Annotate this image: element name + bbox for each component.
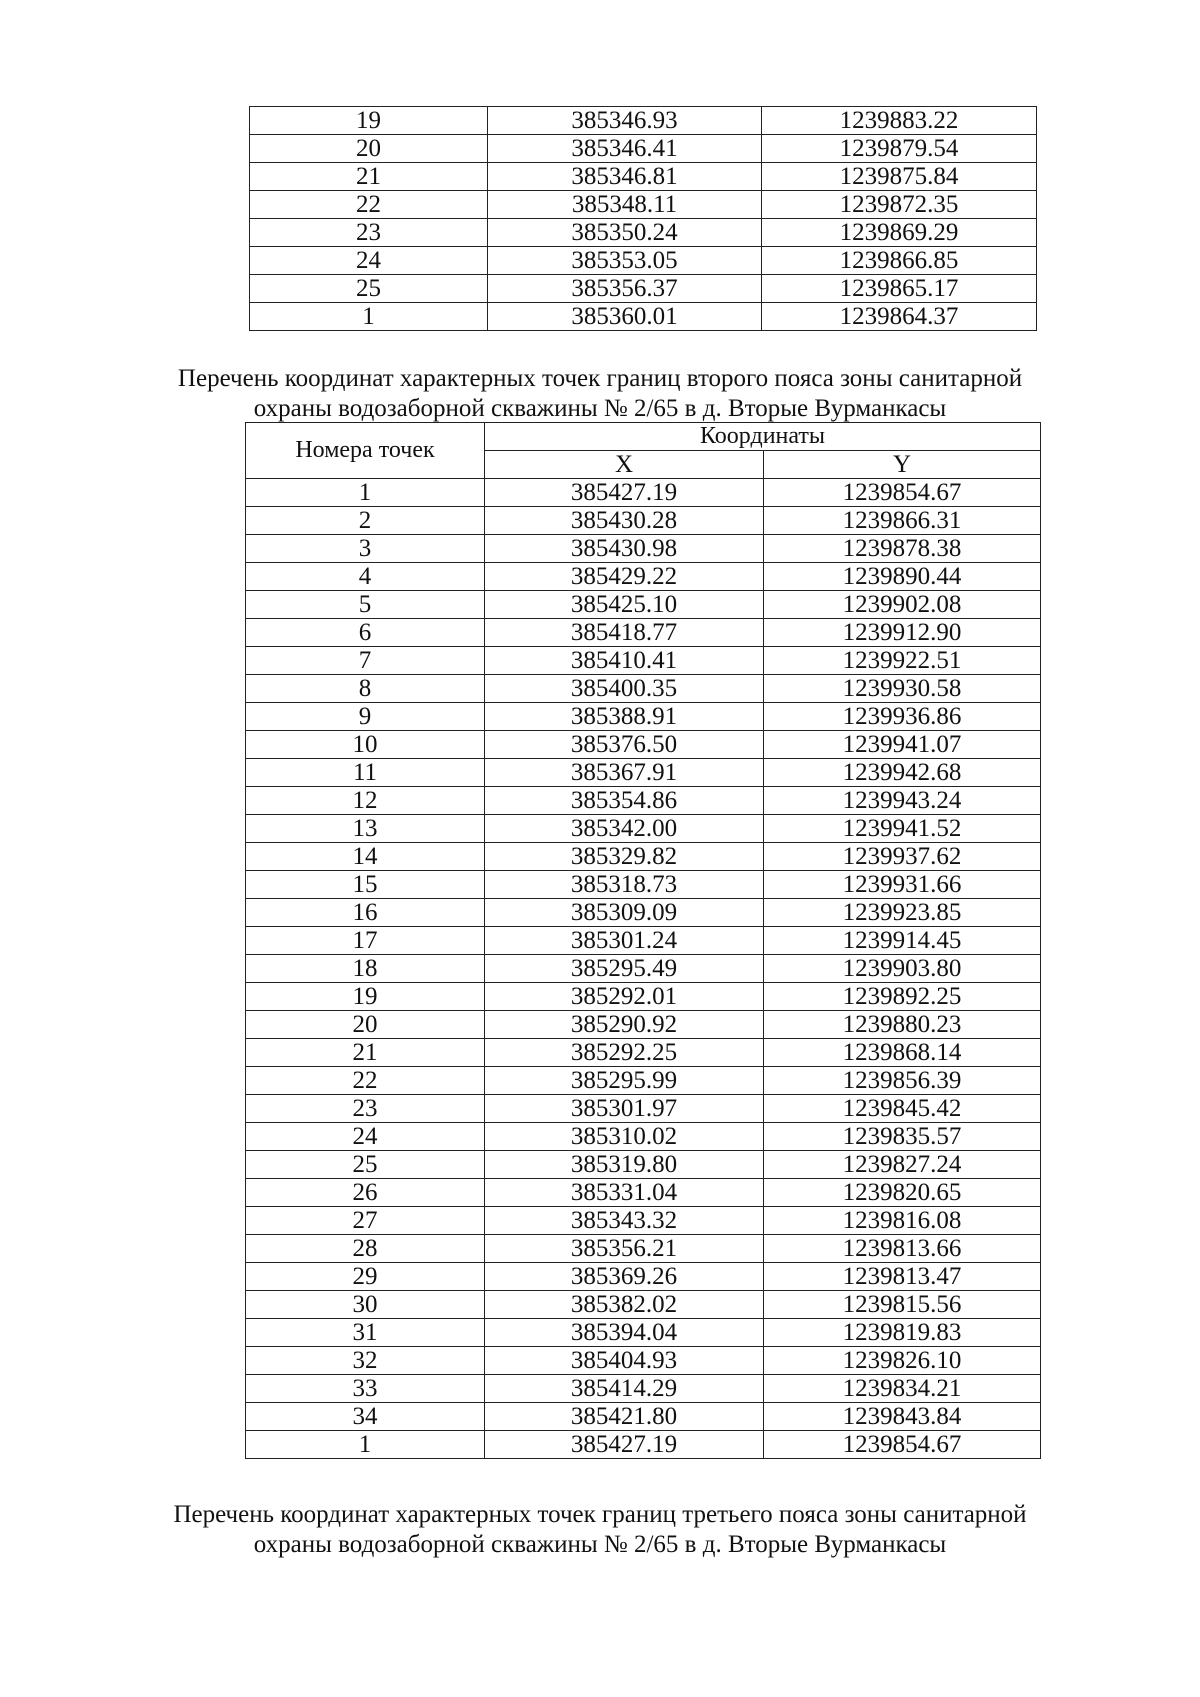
table-row <box>246 1291 1041 1319</box>
table-row <box>246 1151 1041 1179</box>
table-row <box>246 703 1041 731</box>
table-row <box>246 1347 1041 1375</box>
x-coordinate-cell: 385290.92 <box>485 1011 764 1039</box>
y-coordinate-cell: 1239854.67 <box>764 1431 1041 1459</box>
y-coordinate-cell: 1239864.37 <box>762 303 1037 331</box>
x-coordinate-cell: 385425.10 <box>485 591 764 619</box>
table-row <box>250 275 1037 303</box>
table-row <box>246 1235 1041 1263</box>
table-row <box>246 647 1041 675</box>
x-coordinate-cell: 385430.98 <box>485 535 764 563</box>
x-coordinate-cell: 385354.86 <box>485 787 764 815</box>
point-number-cell: 4 <box>246 563 485 591</box>
y-coordinate-cell: 1239826.10 <box>764 1347 1041 1375</box>
point-number-cell: 15 <box>246 871 485 899</box>
point-number-cell: 17 <box>246 927 485 955</box>
y-coordinate-cell: 1239854.67 <box>764 479 1041 507</box>
table2-header-row <box>246 423 1041 451</box>
x-coordinate-cell: 385295.99 <box>485 1067 764 1095</box>
x-coordinate-cell: 385329.82 <box>485 843 764 871</box>
x-coordinate-cell: 385292.01 <box>485 983 764 1011</box>
x-coordinate-cell: 385348.11 <box>488 191 762 219</box>
point-number-cell: 10 <box>246 731 485 759</box>
x-coordinate-cell: 385427.19 <box>485 479 764 507</box>
table-row <box>246 927 1041 955</box>
table1-body <box>250 107 1037 331</box>
x-coordinate-cell: 385414.29 <box>485 1375 764 1403</box>
point-number-cell: 28 <box>246 1235 485 1263</box>
table-row <box>246 563 1041 591</box>
point-number-cell: 1 <box>246 479 485 507</box>
point-number-cell: 24 <box>250 247 488 275</box>
y-coordinate-cell: 1239922.51 <box>764 647 1041 675</box>
table-row <box>246 535 1041 563</box>
x-coordinate-cell: 385394.04 <box>485 1319 764 1347</box>
x-coordinate-cell: 385343.32 <box>485 1207 764 1235</box>
table-row <box>246 759 1041 787</box>
point-number-cell: 6 <box>246 619 485 647</box>
y-coordinate-cell: 1239813.66 <box>764 1235 1041 1263</box>
table-row <box>250 219 1037 247</box>
point-number-cell: 34 <box>246 1403 485 1431</box>
point-number-cell: 1 <box>246 1431 485 1459</box>
header-x: X <box>485 451 764 479</box>
x-coordinate-cell: 385382.02 <box>485 1291 764 1319</box>
x-coordinate-cell: 385430.28 <box>485 507 764 535</box>
point-number-cell: 32 <box>246 1347 485 1375</box>
point-number-cell: 3 <box>246 535 485 563</box>
third-zone-caption <box>150 1500 1050 1560</box>
second-zone-caption-line2: охраны водозаборной скважины № 2/65 в д. Вторые Вурманкасы <box>253 395 947 422</box>
point-number-cell: 23 <box>246 1095 485 1123</box>
x-coordinate-cell: 385319.80 <box>485 1151 764 1179</box>
y-coordinate-cell: 1239866.31 <box>764 507 1041 535</box>
y-coordinate-cell: 1239883.22 <box>762 107 1037 135</box>
y-coordinate-cell: 1239843.84 <box>764 1403 1041 1431</box>
y-coordinate-cell: 1239890.44 <box>764 563 1041 591</box>
x-coordinate-cell: 385376.50 <box>485 731 764 759</box>
x-coordinate-cell: 385356.37 <box>488 275 762 303</box>
y-coordinate-cell: 1239942.68 <box>764 759 1041 787</box>
x-coordinate-cell: 385360.01 <box>488 303 762 331</box>
table-row <box>246 1039 1041 1067</box>
table-row <box>250 163 1037 191</box>
y-coordinate-cell: 1239880.23 <box>764 1011 1041 1039</box>
table-row <box>246 899 1041 927</box>
y-coordinate-cell: 1239936.86 <box>764 703 1041 731</box>
point-number-cell: 25 <box>250 275 488 303</box>
y-coordinate-cell: 1239912.90 <box>764 619 1041 647</box>
table-row <box>246 731 1041 759</box>
table-row <box>246 675 1041 703</box>
x-coordinate-cell: 385346.81 <box>488 163 762 191</box>
y-coordinate-cell: 1239813.47 <box>764 1263 1041 1291</box>
point-number-cell: 16 <box>246 899 485 927</box>
point-number-cell: 24 <box>246 1123 485 1151</box>
x-coordinate-cell: 385301.97 <box>485 1095 764 1123</box>
x-coordinate-cell: 385301.24 <box>485 927 764 955</box>
point-number-cell: 8 <box>246 675 485 703</box>
point-number-cell: 21 <box>246 1039 485 1067</box>
coordinates-table-second-zone <box>245 422 1041 1459</box>
table-row <box>246 1179 1041 1207</box>
table-row <box>246 1375 1041 1403</box>
x-coordinate-cell: 385369.26 <box>485 1263 764 1291</box>
table-row <box>246 591 1041 619</box>
x-coordinate-cell: 385292.25 <box>485 1039 764 1067</box>
table-row <box>246 1403 1041 1431</box>
table-row <box>246 507 1041 535</box>
y-coordinate-cell: 1239820.65 <box>764 1179 1041 1207</box>
point-number-cell: 9 <box>246 703 485 731</box>
x-coordinate-cell: 385356.21 <box>485 1235 764 1263</box>
x-coordinate-cell: 385418.77 <box>485 619 764 647</box>
y-coordinate-cell: 1239816.08 <box>764 1207 1041 1235</box>
x-coordinate-cell: 385342.00 <box>485 815 764 843</box>
y-coordinate-cell: 1239923.85 <box>764 899 1041 927</box>
x-coordinate-cell: 385346.41 <box>488 135 762 163</box>
point-number-cell: 11 <box>246 759 485 787</box>
point-number-cell: 31 <box>246 1319 485 1347</box>
y-coordinate-cell: 1239827.24 <box>764 1151 1041 1179</box>
table-row <box>246 1431 1041 1459</box>
table-row <box>246 787 1041 815</box>
y-coordinate-cell: 1239943.24 <box>764 787 1041 815</box>
table-row <box>246 1011 1041 1039</box>
point-number-cell: 19 <box>250 107 488 135</box>
table-row <box>246 1095 1041 1123</box>
y-coordinate-cell: 1239869.29 <box>762 219 1037 247</box>
table-row <box>246 815 1041 843</box>
third-zone-caption-line1: Перечень координат характерных точек границ третьего пояса зоны санитарной <box>173 1501 1027 1528</box>
table-row <box>246 1067 1041 1095</box>
coordinates-table-first-zone-continued <box>249 106 1037 331</box>
header-point-numbers: Номера точек <box>246 423 485 479</box>
x-coordinate-cell: 385346.93 <box>488 107 762 135</box>
point-number-cell: 13 <box>246 815 485 843</box>
point-number-cell: 5 <box>246 591 485 619</box>
y-coordinate-cell: 1239878.38 <box>764 535 1041 563</box>
y-coordinate-cell: 1239866.85 <box>762 247 1037 275</box>
point-number-cell: 23 <box>250 219 488 247</box>
y-coordinate-cell: 1239819.83 <box>764 1319 1041 1347</box>
table-row <box>246 983 1041 1011</box>
y-coordinate-cell: 1239892.25 <box>764 983 1041 1011</box>
x-coordinate-cell: 385331.04 <box>485 1179 764 1207</box>
point-number-cell: 19 <box>246 983 485 1011</box>
x-coordinate-cell: 385353.05 <box>488 247 762 275</box>
table-row <box>250 135 1037 163</box>
x-coordinate-cell: 385410.41 <box>485 647 764 675</box>
point-number-cell: 20 <box>246 1011 485 1039</box>
header-coordinates: Координаты <box>485 423 1041 451</box>
x-coordinate-cell: 385310.02 <box>485 1123 764 1151</box>
second-zone-caption-line1: Перечень координат характерных точек границ второго пояса зоны санитарной <box>177 365 1023 392</box>
y-coordinate-cell: 1239941.07 <box>764 731 1041 759</box>
point-number-cell: 29 <box>246 1263 485 1291</box>
point-number-cell: 22 <box>250 191 488 219</box>
table-row <box>246 871 1041 899</box>
table-row <box>250 247 1037 275</box>
x-coordinate-cell: 385421.80 <box>485 1403 764 1431</box>
table2-header <box>246 423 1041 479</box>
y-coordinate-cell: 1239835.57 <box>764 1123 1041 1151</box>
point-number-cell: 2 <box>246 507 485 535</box>
point-number-cell: 25 <box>246 1151 485 1179</box>
y-coordinate-cell: 1239941.52 <box>764 815 1041 843</box>
table-row <box>246 619 1041 647</box>
table-row <box>246 1123 1041 1151</box>
y-coordinate-cell: 1239930.58 <box>764 675 1041 703</box>
x-coordinate-cell: 385309.09 <box>485 899 764 927</box>
point-number-cell: 33 <box>246 1375 485 1403</box>
x-coordinate-cell: 385318.73 <box>485 871 764 899</box>
point-number-cell: 21 <box>250 163 488 191</box>
point-number-cell: 18 <box>246 955 485 983</box>
point-number-cell: 30 <box>246 1291 485 1319</box>
point-number-cell: 22 <box>246 1067 485 1095</box>
table-row <box>250 107 1037 135</box>
header-y: Y <box>764 451 1041 479</box>
x-coordinate-cell: 385350.24 <box>488 219 762 247</box>
point-number-cell: 1 <box>250 303 488 331</box>
x-coordinate-cell: 385404.93 <box>485 1347 764 1375</box>
x-coordinate-cell: 385400.35 <box>485 675 764 703</box>
table-row <box>246 843 1041 871</box>
y-coordinate-cell: 1239865.17 <box>762 275 1037 303</box>
y-coordinate-cell: 1239815.56 <box>764 1291 1041 1319</box>
table-row <box>250 303 1037 331</box>
x-coordinate-cell: 385429.22 <box>485 563 764 591</box>
x-coordinate-cell: 385388.91 <box>485 703 764 731</box>
point-number-cell: 14 <box>246 843 485 871</box>
point-number-cell: 12 <box>246 787 485 815</box>
x-coordinate-cell: 385295.49 <box>485 955 764 983</box>
third-zone-caption-line2: охраны водозаборной скважины № 2/65 в д. Вторые Вурманкасы <box>253 1531 947 1558</box>
point-number-cell: 20 <box>250 135 488 163</box>
point-number-cell: 26 <box>246 1179 485 1207</box>
x-coordinate-cell: 385427.19 <box>485 1431 764 1459</box>
y-coordinate-cell: 1239872.35 <box>762 191 1037 219</box>
table-row <box>246 479 1041 507</box>
y-coordinate-cell: 1239937.62 <box>764 843 1041 871</box>
table-row <box>246 1263 1041 1291</box>
y-coordinate-cell: 1239931.66 <box>764 871 1041 899</box>
point-number-cell: 7 <box>246 647 485 675</box>
table-row <box>250 191 1037 219</box>
y-coordinate-cell: 1239845.42 <box>764 1095 1041 1123</box>
table-row <box>246 1207 1041 1235</box>
x-coordinate-cell: 385367.91 <box>485 759 764 787</box>
y-coordinate-cell: 1239879.54 <box>762 135 1037 163</box>
y-coordinate-cell: 1239856.39 <box>764 1067 1041 1095</box>
y-coordinate-cell: 1239834.21 <box>764 1375 1041 1403</box>
y-coordinate-cell: 1239902.08 <box>764 591 1041 619</box>
y-coordinate-cell: 1239868.14 <box>764 1039 1041 1067</box>
table-row <box>246 1319 1041 1347</box>
y-coordinate-cell: 1239914.45 <box>764 927 1041 955</box>
point-number-cell: 27 <box>246 1207 485 1235</box>
second-zone-caption <box>150 364 1050 424</box>
y-coordinate-cell: 1239875.84 <box>762 163 1037 191</box>
table2-body <box>246 479 1041 1459</box>
table-row <box>246 955 1041 983</box>
y-coordinate-cell: 1239903.80 <box>764 955 1041 983</box>
